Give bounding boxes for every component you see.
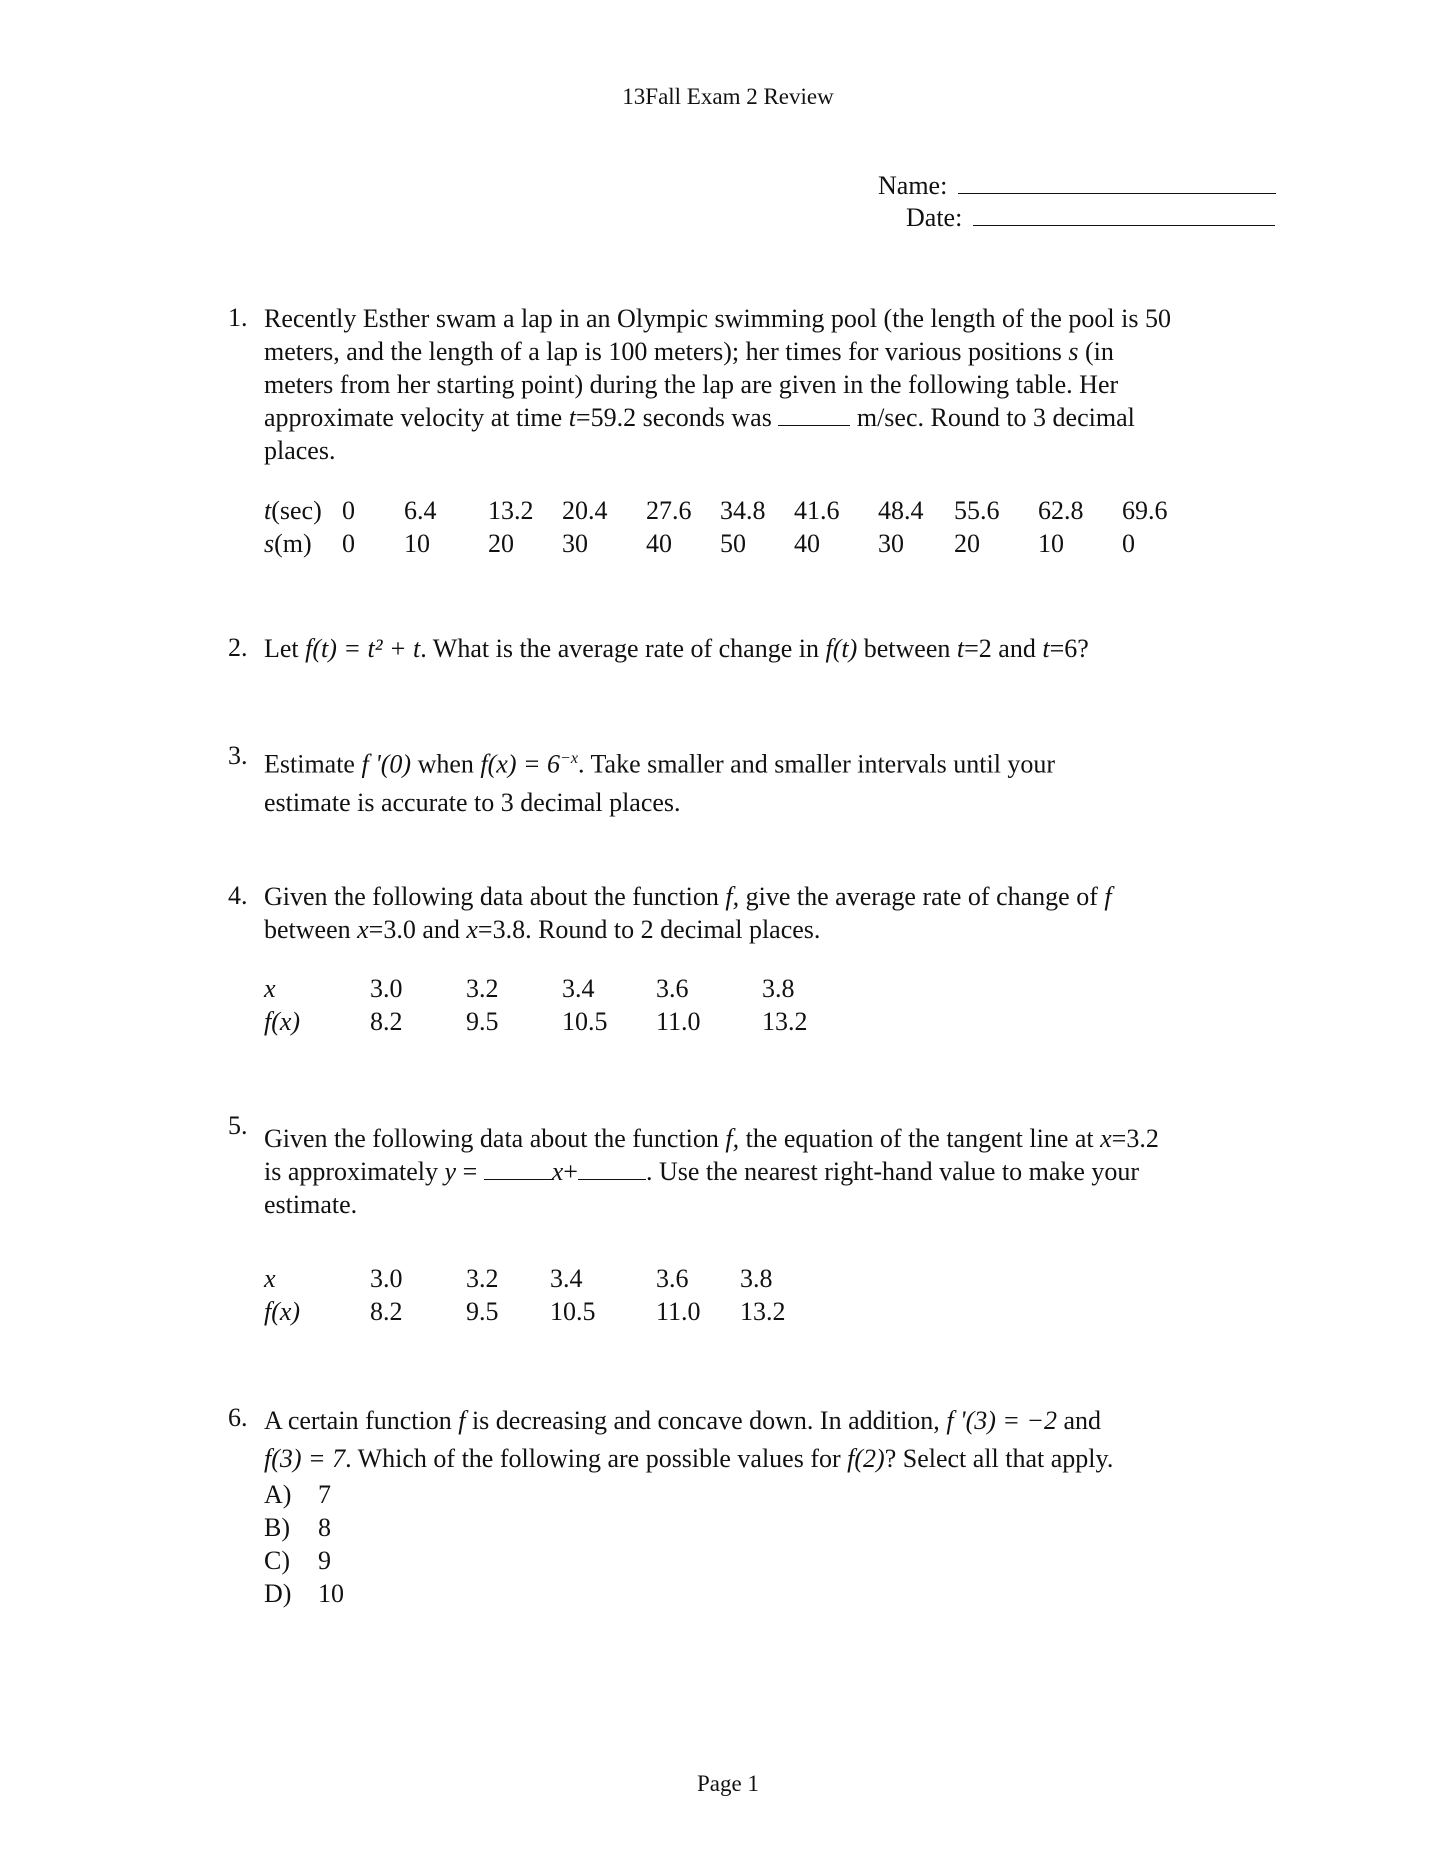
table-cell: 11.0 <box>656 1297 701 1326</box>
q2-text: Let f(t) = t² + t. What is the average rate of change in f(t) between t=2 and t=6? <box>264 634 1089 663</box>
table-cell: 9.5 <box>466 1297 499 1326</box>
date-label: Date: <box>906 203 963 232</box>
row-label-x: x <box>264 974 276 1003</box>
q1-data-table <box>264 494 1182 560</box>
row-label-s: s(m) <box>264 529 312 558</box>
q3-number: 3. <box>228 741 248 770</box>
table-cell: 3.8 <box>740 1264 773 1293</box>
table-cell: 3.4 <box>550 1264 583 1293</box>
table-cell: 3.6 <box>656 1264 689 1293</box>
table-row <box>264 1295 820 1328</box>
table-cell: 6.4 <box>404 496 437 525</box>
q6-options <box>264 1478 344 1610</box>
table-cell: 13.2 <box>488 496 534 525</box>
row-label-x: x <box>264 1264 276 1293</box>
q1-number: 1. <box>228 303 248 332</box>
table-cell: 8.2 <box>370 1007 403 1036</box>
page-number: Page 1 <box>697 1771 759 1796</box>
row-label-fx: f(x) <box>264 1007 301 1036</box>
table-cell: 40 <box>794 529 820 558</box>
table-cell: 9.5 <box>466 1007 499 1036</box>
table-cell: 3.0 <box>370 974 403 1003</box>
table-cell: 40 <box>646 529 672 558</box>
table-row <box>264 972 842 1005</box>
q3-text: Estimate f '(0) when $f(x) = 6^{-x}$. Take smaller and smaller intervals until your estimate is accurate to 3 decimal places. <box>264 749 1056 817</box>
table-cell: 3.0 <box>370 1264 403 1293</box>
name-blank[interactable] <box>958 171 1276 194</box>
table-row <box>264 1262 820 1295</box>
q3-function: f(x) = 6 <box>480 749 561 779</box>
q1-answer-blank[interactable] <box>778 403 850 426</box>
table-cell: 10 <box>1038 529 1064 558</box>
table-row <box>264 494 1182 527</box>
q5-text: Given the following data about the function f, the equation of the tangent line at x=3.2 is approximately y = x+ . Use the nearest right-hand value to make your estimate. <box>264 1124 1159 1219</box>
q2-function: f(t) = t² + t <box>305 634 421 663</box>
option-d[interactable]: D) 10 <box>264 1579 344 1608</box>
table-cell: 3.6 <box>656 974 689 1003</box>
table-cell: 41.6 <box>794 496 840 525</box>
name-field <box>878 170 1276 203</box>
q4-data-table <box>264 972 842 1038</box>
table-cell: 20.4 <box>562 496 608 525</box>
table-cell: 3.8 <box>762 974 795 1003</box>
table-cell: 30 <box>562 529 588 558</box>
table-cell: 3.2 <box>466 1264 499 1293</box>
option-c[interactable]: C) 9 <box>264 1546 331 1575</box>
option-b[interactable]: B) 8 <box>264 1513 331 1542</box>
table-row <box>264 527 1182 560</box>
date-blank[interactable] <box>973 203 1275 226</box>
option-a[interactable]: A) 7 <box>264 1480 331 1509</box>
table-cell: 13.2 <box>762 1007 808 1036</box>
table-cell: 69.6 <box>1122 496 1168 525</box>
table-cell: 27.6 <box>646 496 692 525</box>
table-cell: 30 <box>878 529 904 558</box>
table-cell: 50 <box>720 529 746 558</box>
date-field <box>906 202 1275 235</box>
q6-text: A certain function f is decreasing and concave down. In addition, f '(3) = −2 and f(3) = 7. Which of the following are possible values for f(2)? Select all that apply. <box>264 1406 1114 1473</box>
table-cell: 10.5 <box>550 1297 596 1326</box>
q2-number: 2. <box>228 633 248 662</box>
table-cell: 48.4 <box>878 496 924 525</box>
table-cell: 13.2 <box>740 1297 786 1326</box>
table-cell: 3.4 <box>562 974 595 1003</box>
table-cell: 10.5 <box>562 1007 608 1036</box>
table-row <box>264 1005 842 1038</box>
table-cell: 0 <box>1122 529 1135 558</box>
q5-data-table <box>264 1262 820 1328</box>
table-cell: 8.2 <box>370 1297 403 1326</box>
q4-text: Given the following data about the function f, give the average rate of change of f between x=3.0 and x=3.8. Round to 2 decimal places. <box>264 882 1112 944</box>
name-label: Name: <box>878 171 948 200</box>
table-cell: 3.2 <box>466 974 499 1003</box>
table-cell: 10 <box>404 529 430 558</box>
table-cell: 20 <box>954 529 980 558</box>
page-title: 13Fall Exam 2 Review <box>622 84 834 109</box>
table-cell: 20 <box>488 529 514 558</box>
q1-text: Recently Esther swam a lap in an Olympic swimming pool (the length of the pool is 50 meters, and the length of a lap is 100 meters); her times for various positions s (in meters from her starting point) during the lap are given in the following table. Her approximate velocity at time t=59.2 seconds was m/sec. Round to 3 decimal places. <box>264 304 1171 465</box>
table-cell: 62.8 <box>1038 496 1084 525</box>
table-cell: 34.8 <box>720 496 766 525</box>
q3-derivative: f '(0) <box>361 749 412 779</box>
row-label-t: t(sec) <box>264 496 322 525</box>
table-cell: 0 <box>342 496 355 525</box>
q6-number: 6. <box>228 1403 248 1432</box>
row-label-fx: f(x) <box>264 1297 301 1326</box>
table-cell: 55.6 <box>954 496 1000 525</box>
q5-slope-blank[interactable] <box>484 1157 552 1180</box>
q4-number: 4. <box>228 881 248 910</box>
q5-number: 5. <box>228 1111 248 1140</box>
table-cell: 0 <box>342 529 355 558</box>
q5-intercept-blank[interactable] <box>578 1157 646 1180</box>
table-cell: 11.0 <box>656 1007 701 1036</box>
